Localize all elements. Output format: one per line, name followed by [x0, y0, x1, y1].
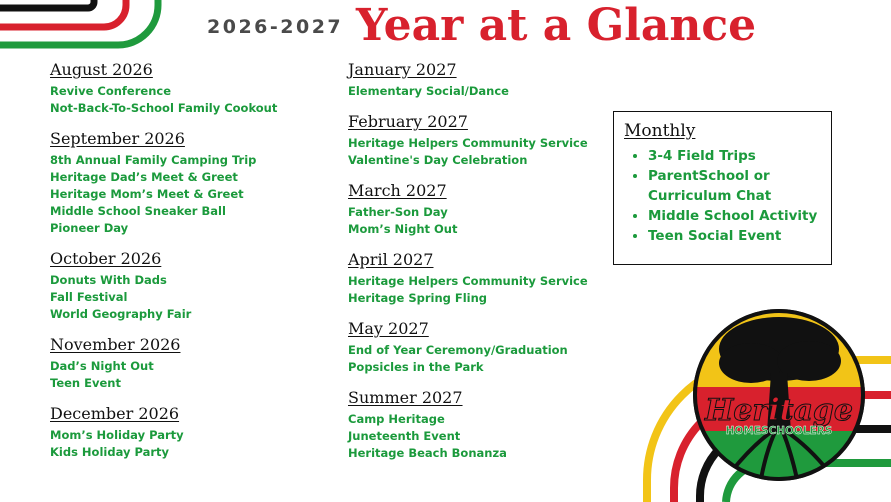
event-item: Revive Conference: [50, 84, 171, 98]
left-column: [50, 60, 330, 473]
month-block: [348, 112, 608, 169]
event-item: Popsicles in the Park: [348, 360, 484, 374]
event-item: Camp Heritage: [348, 412, 445, 426]
month-block: [50, 60, 330, 117]
event-item: Not-Back-To-School Family Cookout: [50, 101, 278, 115]
month-block: [50, 335, 330, 392]
year-range: 2026-2027: [207, 16, 344, 38]
event-item: Juneteenth Event: [348, 429, 461, 443]
month-block: [50, 129, 330, 237]
monthly-item: • Teen Social Event: [648, 226, 821, 246]
logo-wordmark: Heritage: [705, 393, 853, 428]
month-heading: August 2026: [50, 60, 153, 79]
event-item: World Geography Fair: [50, 307, 192, 321]
tree-icon: [691, 307, 867, 483]
event-item: Middle School Sneaker Ball: [50, 204, 226, 218]
event-item: Elementary Social/Dance: [348, 84, 509, 98]
month-heading: April 2027: [348, 250, 434, 269]
month-block: [348, 250, 608, 307]
monthly-item: • Middle School Activity: [648, 206, 821, 226]
monthly-list: [624, 146, 821, 246]
month-block: [50, 249, 330, 323]
month-block: [348, 60, 608, 100]
page-title: Year at a Glance: [356, 0, 757, 51]
event-item: Heritage Mom’s Meet & Greet: [50, 187, 244, 201]
logo-subtitle: HOMESCHOOLERS: [725, 425, 833, 437]
event-item: Kids Holiday Party: [50, 445, 170, 459]
middle-column: [348, 60, 608, 474]
month-heading: December 2026: [50, 404, 180, 423]
event-item: Mom’s Night Out: [348, 222, 458, 236]
month-heading: September 2026: [50, 129, 185, 148]
monthly-box: [613, 111, 832, 265]
month-heading: May 2027: [348, 319, 429, 338]
event-item: 8th Annual Family Camping Trip: [50, 153, 257, 167]
month-block: [348, 181, 608, 238]
heritage-logo: [691, 307, 867, 487]
monthly-heading: Monthly: [624, 121, 696, 141]
event-item: Heritage Helpers Community Service: [348, 274, 588, 288]
event-item: Valentine's Day Celebration: [348, 153, 528, 167]
monthly-item: • ParentSchool or Curriculum Chat: [648, 166, 821, 206]
month-heading: March 2027: [348, 181, 447, 200]
event-item: Father-Son Day: [348, 205, 448, 219]
month-block: [50, 404, 330, 461]
monthly-item: • 3-4 Field Trips: [648, 146, 821, 166]
month-heading: November 2026: [50, 335, 181, 354]
event-item: Heritage Spring Fling: [348, 291, 488, 305]
event-item: Teen Event: [50, 376, 121, 390]
month-heading: Summer 2027: [348, 388, 463, 407]
event-item: Heritage Dad’s Meet & Greet: [50, 170, 238, 184]
month-block: [348, 388, 608, 462]
event-item: Dad’s Night Out: [50, 359, 154, 373]
event-item: Donuts With Dads: [50, 273, 167, 287]
month-heading: February 2027: [348, 112, 468, 131]
event-item: Heritage Beach Bonanza: [348, 446, 507, 460]
event-item: Pioneer Day: [50, 221, 129, 235]
event-item: End of Year Ceremony/Graduation: [348, 343, 568, 357]
month-heading: October 2026: [50, 249, 162, 268]
decorative-stripes-top-left: [0, 0, 170, 60]
month-block: [348, 319, 608, 376]
month-heading: January 2027: [348, 60, 457, 79]
event-item: Fall Festival: [50, 290, 128, 304]
event-item: Heritage Helpers Community Service: [348, 136, 588, 150]
event-item: Mom’s Holiday Party: [50, 428, 184, 442]
